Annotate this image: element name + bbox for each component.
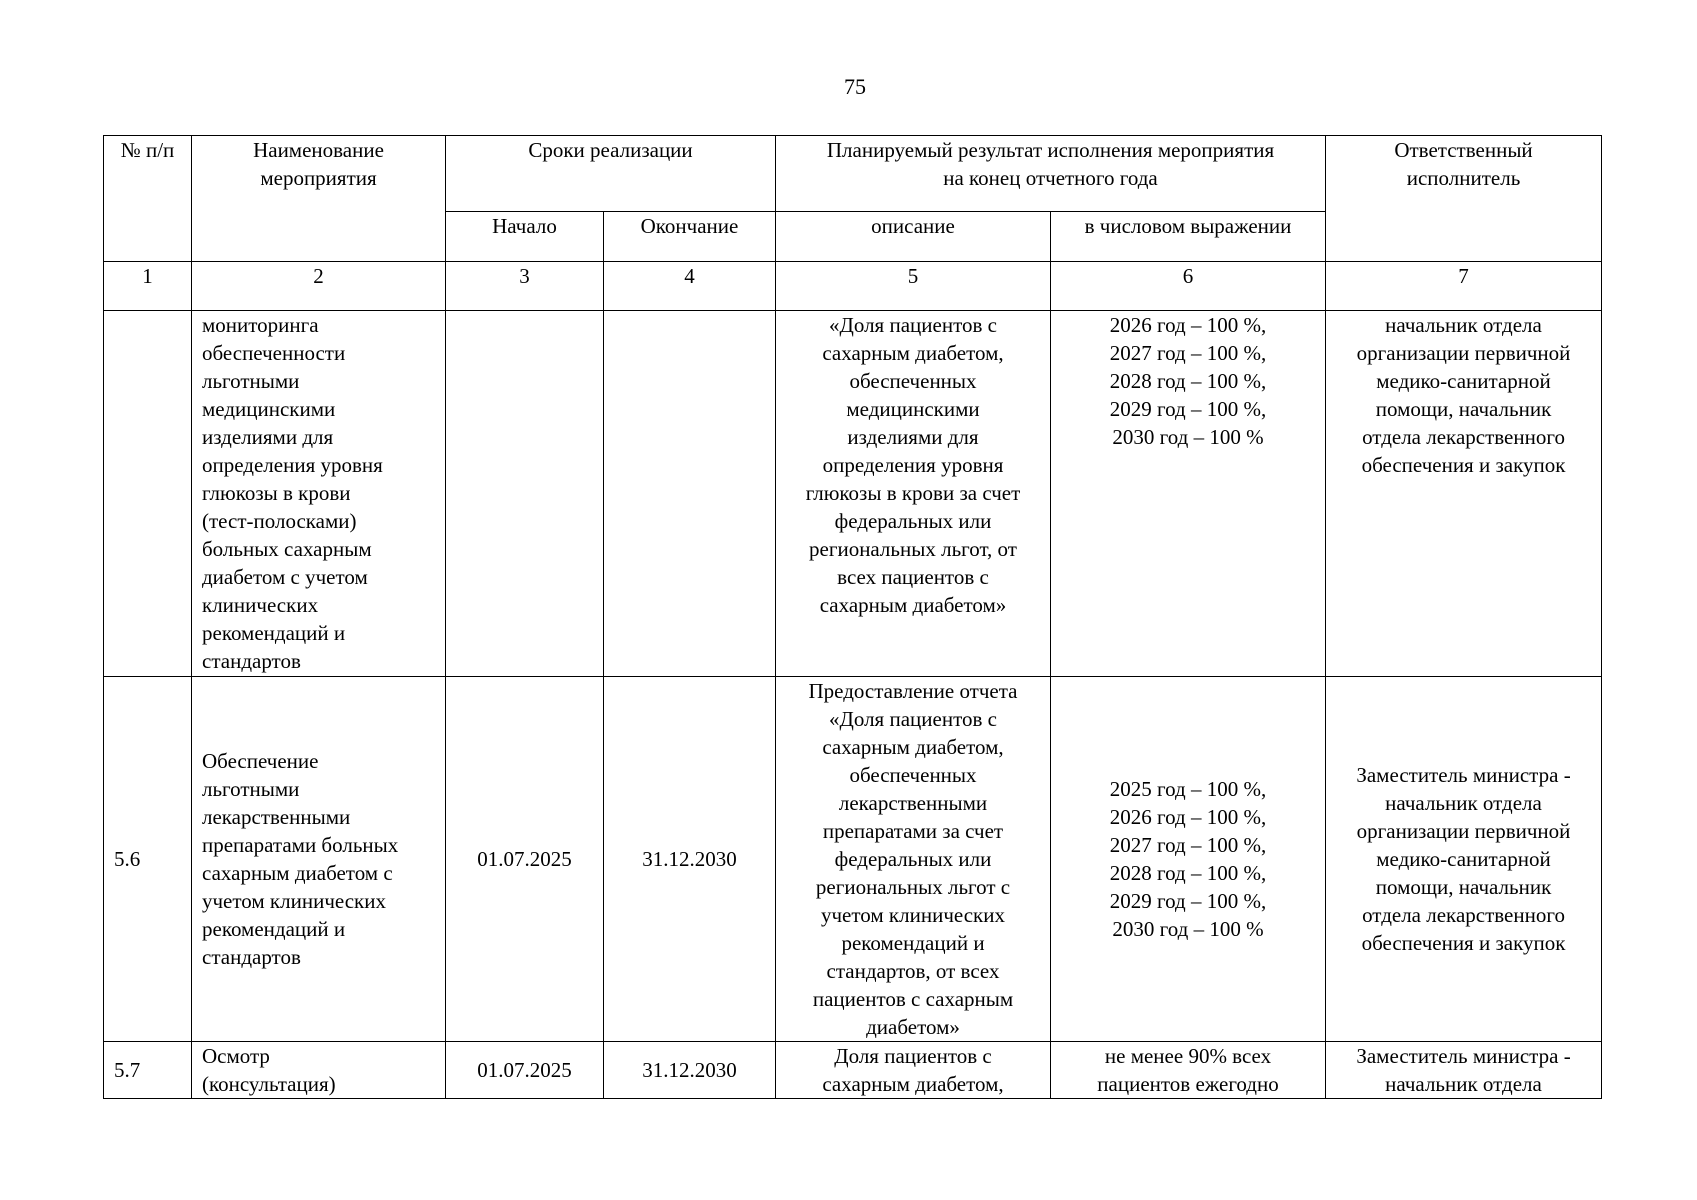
header-cell-numeric: в числовом выражении [1051,212,1326,262]
header-cell-name [192,136,446,262]
page-number: 75 [844,74,866,99]
header-terms-label: Сроки реализации [528,138,693,162]
description-cell: Доля пациентов с сахарным диабетом, [776,1042,1051,1099]
row-number-cell [104,311,192,677]
end-date-cell [604,311,776,677]
description-cell: Предоставление отчета «Доля пациентов с сахарным диабетом, обеспеченных лекарственными препаратами за счет федеральных или региональных льгот с учетом клинических рекомендаций и стандартов, от всех пациентов с сахарным диабетом» [776,677,1051,1042]
header-responsible-label: Ответственный исполнитель [1394,138,1533,190]
header-cell-terms [446,136,776,212]
start-date-cell: 01.07.2025 [446,1042,604,1099]
header-result-label: Планируемый результат исполнения мероприятия на конец отчетного года [826,138,1275,190]
column-number-row [104,262,1602,311]
header-number-label: № п/п [120,138,175,162]
responsible-cell: Заместитель министра - начальник отдела [1326,1042,1602,1099]
column-number: 2 [192,262,446,311]
header-cell-end: Окончание [604,212,776,262]
start-date-cell [446,311,604,677]
activity-name-cell: Обеспечение льготными лекарственными препаратами больных сахарным диабетом с учетом клинических рекомендаций и стандартов [192,677,446,1042]
header-cell-result [776,136,1326,212]
end-date-cell: 31.12.2030 [604,677,776,1042]
column-number: 5 [776,262,1051,311]
table-row [104,1042,1602,1099]
header-cell-start: Начало [446,212,604,262]
table-row [104,677,1602,1042]
row-number-cell: 5.6 [104,677,192,1042]
column-number: 7 [1326,262,1602,311]
table-row [104,311,1602,677]
header-cell-description: описание [776,212,1051,262]
end-date-cell: 31.12.2030 [604,1042,776,1099]
column-number: 3 [446,262,604,311]
column-number: 1 [104,262,192,311]
start-date-cell: 01.07.2025 [446,677,604,1042]
numeric-value-cell: 2025 год – 100 %, 2026 год – 100 %, 2027 год – 100 %, 2028 год – 100 %, 2029 год – 100 %, 2030 год – 100 % [1051,677,1326,1042]
activity-plan-table [103,135,1602,1099]
numeric-value-cell: 2026 год – 100 %, 2027 год – 100 %, 2028 год – 100 %, 2029 год – 100 %, 2030 год – 100 % [1051,311,1326,677]
header-cell-responsible [1326,136,1602,262]
activity-name-cell: мониторинга обеспеченности льготными медицинскими изделиями для определения уровня глюкозы в крови (тест-полосками) больных сахарным диабетом с учетом клинических рекомендаций и стандартов [192,311,446,677]
header-name-label: Наименование мероприятия [253,138,384,190]
activity-name-cell: Осмотр (консультация) [192,1042,446,1099]
responsible-cell: начальник отдела организации первичной медико-санитарной помощи, начальник отдела лекарственного обеспечения и закупок [1326,311,1602,677]
column-number: 6 [1051,262,1326,311]
responsible-cell: Заместитель министра - начальник отдела организации первичной медико-санитарной помощи, начальник отдела лекарственного обеспечения и закупок [1326,677,1602,1042]
header-cell-number [104,136,192,262]
column-number: 4 [604,262,776,311]
numeric-value-cell: не менее 90% всех пациентов ежегодно [1051,1042,1326,1099]
row-number-cell: 5.7 [104,1042,192,1099]
description-cell: «Доля пациентов с сахарным диабетом, обеспеченных медицинскими изделиями для определения уровня глюкозы в крови за счет федеральных или региональных льгот, от всех пациентов с сахарным диабетом» [776,311,1051,677]
header-row-top [104,136,1602,212]
